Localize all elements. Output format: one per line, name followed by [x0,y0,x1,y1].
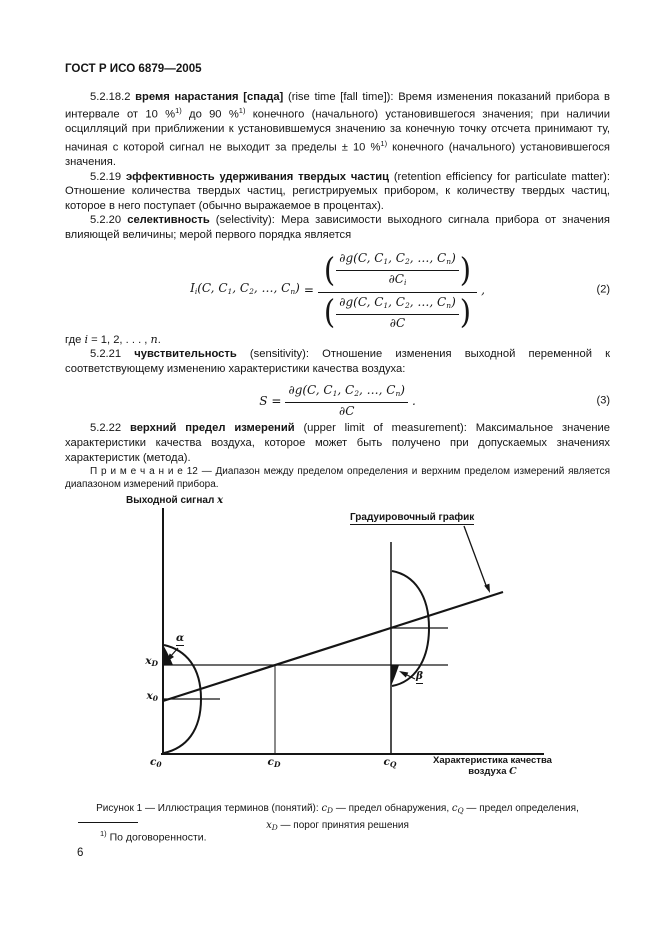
formula-2-den-bottom: ∂C [389,315,406,330]
figure-1 [98,496,598,790]
page-number: 6 [77,847,84,859]
formula-2-body [190,250,485,330]
para-5-2-20: 5.2.20 селективность (selectivity): Мера зависимости выходного сигнала прибора от значения влияющей величины; мерой первого порядка является [65,214,610,241]
right-paren: ) [459,250,472,289]
formula-2-lhs: $I_i(C$, $C_1$, $C_2$, …, $C_n$) [190,280,300,296]
c0-tick-label: $c_0$ [150,756,162,770]
formula-2-num-top: ∂g(C, $C_1$, $C_2$, …, $C_n$) [336,251,459,271]
para-5-2-18-2: 5.2.18.2 время нарастания [спада] (rise time [fall time]): Время изменения показаний прибора в интервале от 10 %$^{1)}$ до 90 %$^{1)}$ конечного (начального) установившегося значения; при наличии осцилляций при приближении к установившемуся значению за конечную точку отсчета принимают ту, начиная с которой сигнал не выходит за пределы ± 10 %$^{1)}$ конечного (начального) установившегося значения. [65,90,611,168]
calib-leader-arrowhead [484,584,490,593]
cQ-tick-label: $c_Q$ [383,756,397,770]
formula-2-number: (2) [596,283,610,296]
xD-tick-label: $x_D$ [145,655,158,669]
figure-plot [98,496,598,790]
formula-3-den: ∂C [339,404,355,419]
formula-3-body [259,383,416,418]
left-paren: ( [323,250,336,289]
where-clause: где i = 1, 2, . . . , n. [65,332,161,346]
equals-sign: = [303,282,314,297]
formula-3-number: (3) [596,394,610,407]
x-axis-title-line2: воздуха C [468,766,517,778]
left-paren: ( [323,292,336,331]
para-5-2-19: 5.2.19 эффективность удерживания твердых частиц (retention efficiency for particulate matter): Отношение количества твердых частиц, регистрируемых прибором, к количеству твердых частиц, которое в него поступает (обычно выражаемое в процентах). [65,170,610,212]
para-5-2-21: 5.2.21 чувствительность (sensitivity): Отношение изменения выходной переменной к соответствующему изменению характеристики качества воздуха: [65,348,611,375]
equals-sign: = [271,393,282,408]
figure-caption-line2: $x_D$ — порог принятия решения [266,820,409,833]
cD-tick-label: $c_D$ [267,756,281,770]
beta-label: β [416,670,423,683]
formula-2-main-fraction [318,250,477,330]
footnote-text: $^{1)}$ По договоренности. [100,829,207,844]
formula-3 [65,383,610,418]
beta-leader-arrowhead [399,671,408,678]
alpha-label: α [176,632,185,645]
figure-caption-line1: Рисунок 1 — Иллюстрация терминов (понятий): $c_D$ — предел обнаружения, $c_Q$ — предел определения, [96,803,579,816]
note-12: П р и м е ч а н и е 12 — Диапазон между пределом определения и верхним пределом измерений является диапазоном измерений прибора. [65,466,610,491]
formula-3-lhs: S [259,393,268,408]
y-axis-title: Выходной сигнал x [126,495,224,507]
formula-2-num-bottom: $\partial C_i$ [388,271,407,287]
right-paren: ) [459,292,472,331]
x-axis-title-line1: Характеристика качества [433,755,552,767]
para-5-2-22: 5.2.22 верхний предел измерений (upper limit of measurement): Максимальное значение характеристики качества воздуха, которое может быть получено при допускаемых значениях характеристик (метода). [65,422,611,464]
calibration-graph-label: Градуировочный график [350,512,475,524]
calib-label-leader [464,526,487,588]
formula-2 [65,250,610,330]
period: . [411,393,416,408]
document-header: ГОСТ Р ИСО 6879—2005 [65,62,202,75]
footnote-rule [78,822,138,823]
beta-error-region [391,665,399,686]
x-axis-title [430,755,555,777]
calibration-line [163,592,503,701]
comma: , [481,282,485,297]
formula-3-num: ∂g(C, $C_1$, $C_2$, …, $C_n$) [285,383,408,403]
x0-tick-label: $x_0$ [146,690,158,704]
formula-2-den-top: ∂g(C, $C_1$, $C_2$, …, $C_n$) [336,295,459,315]
